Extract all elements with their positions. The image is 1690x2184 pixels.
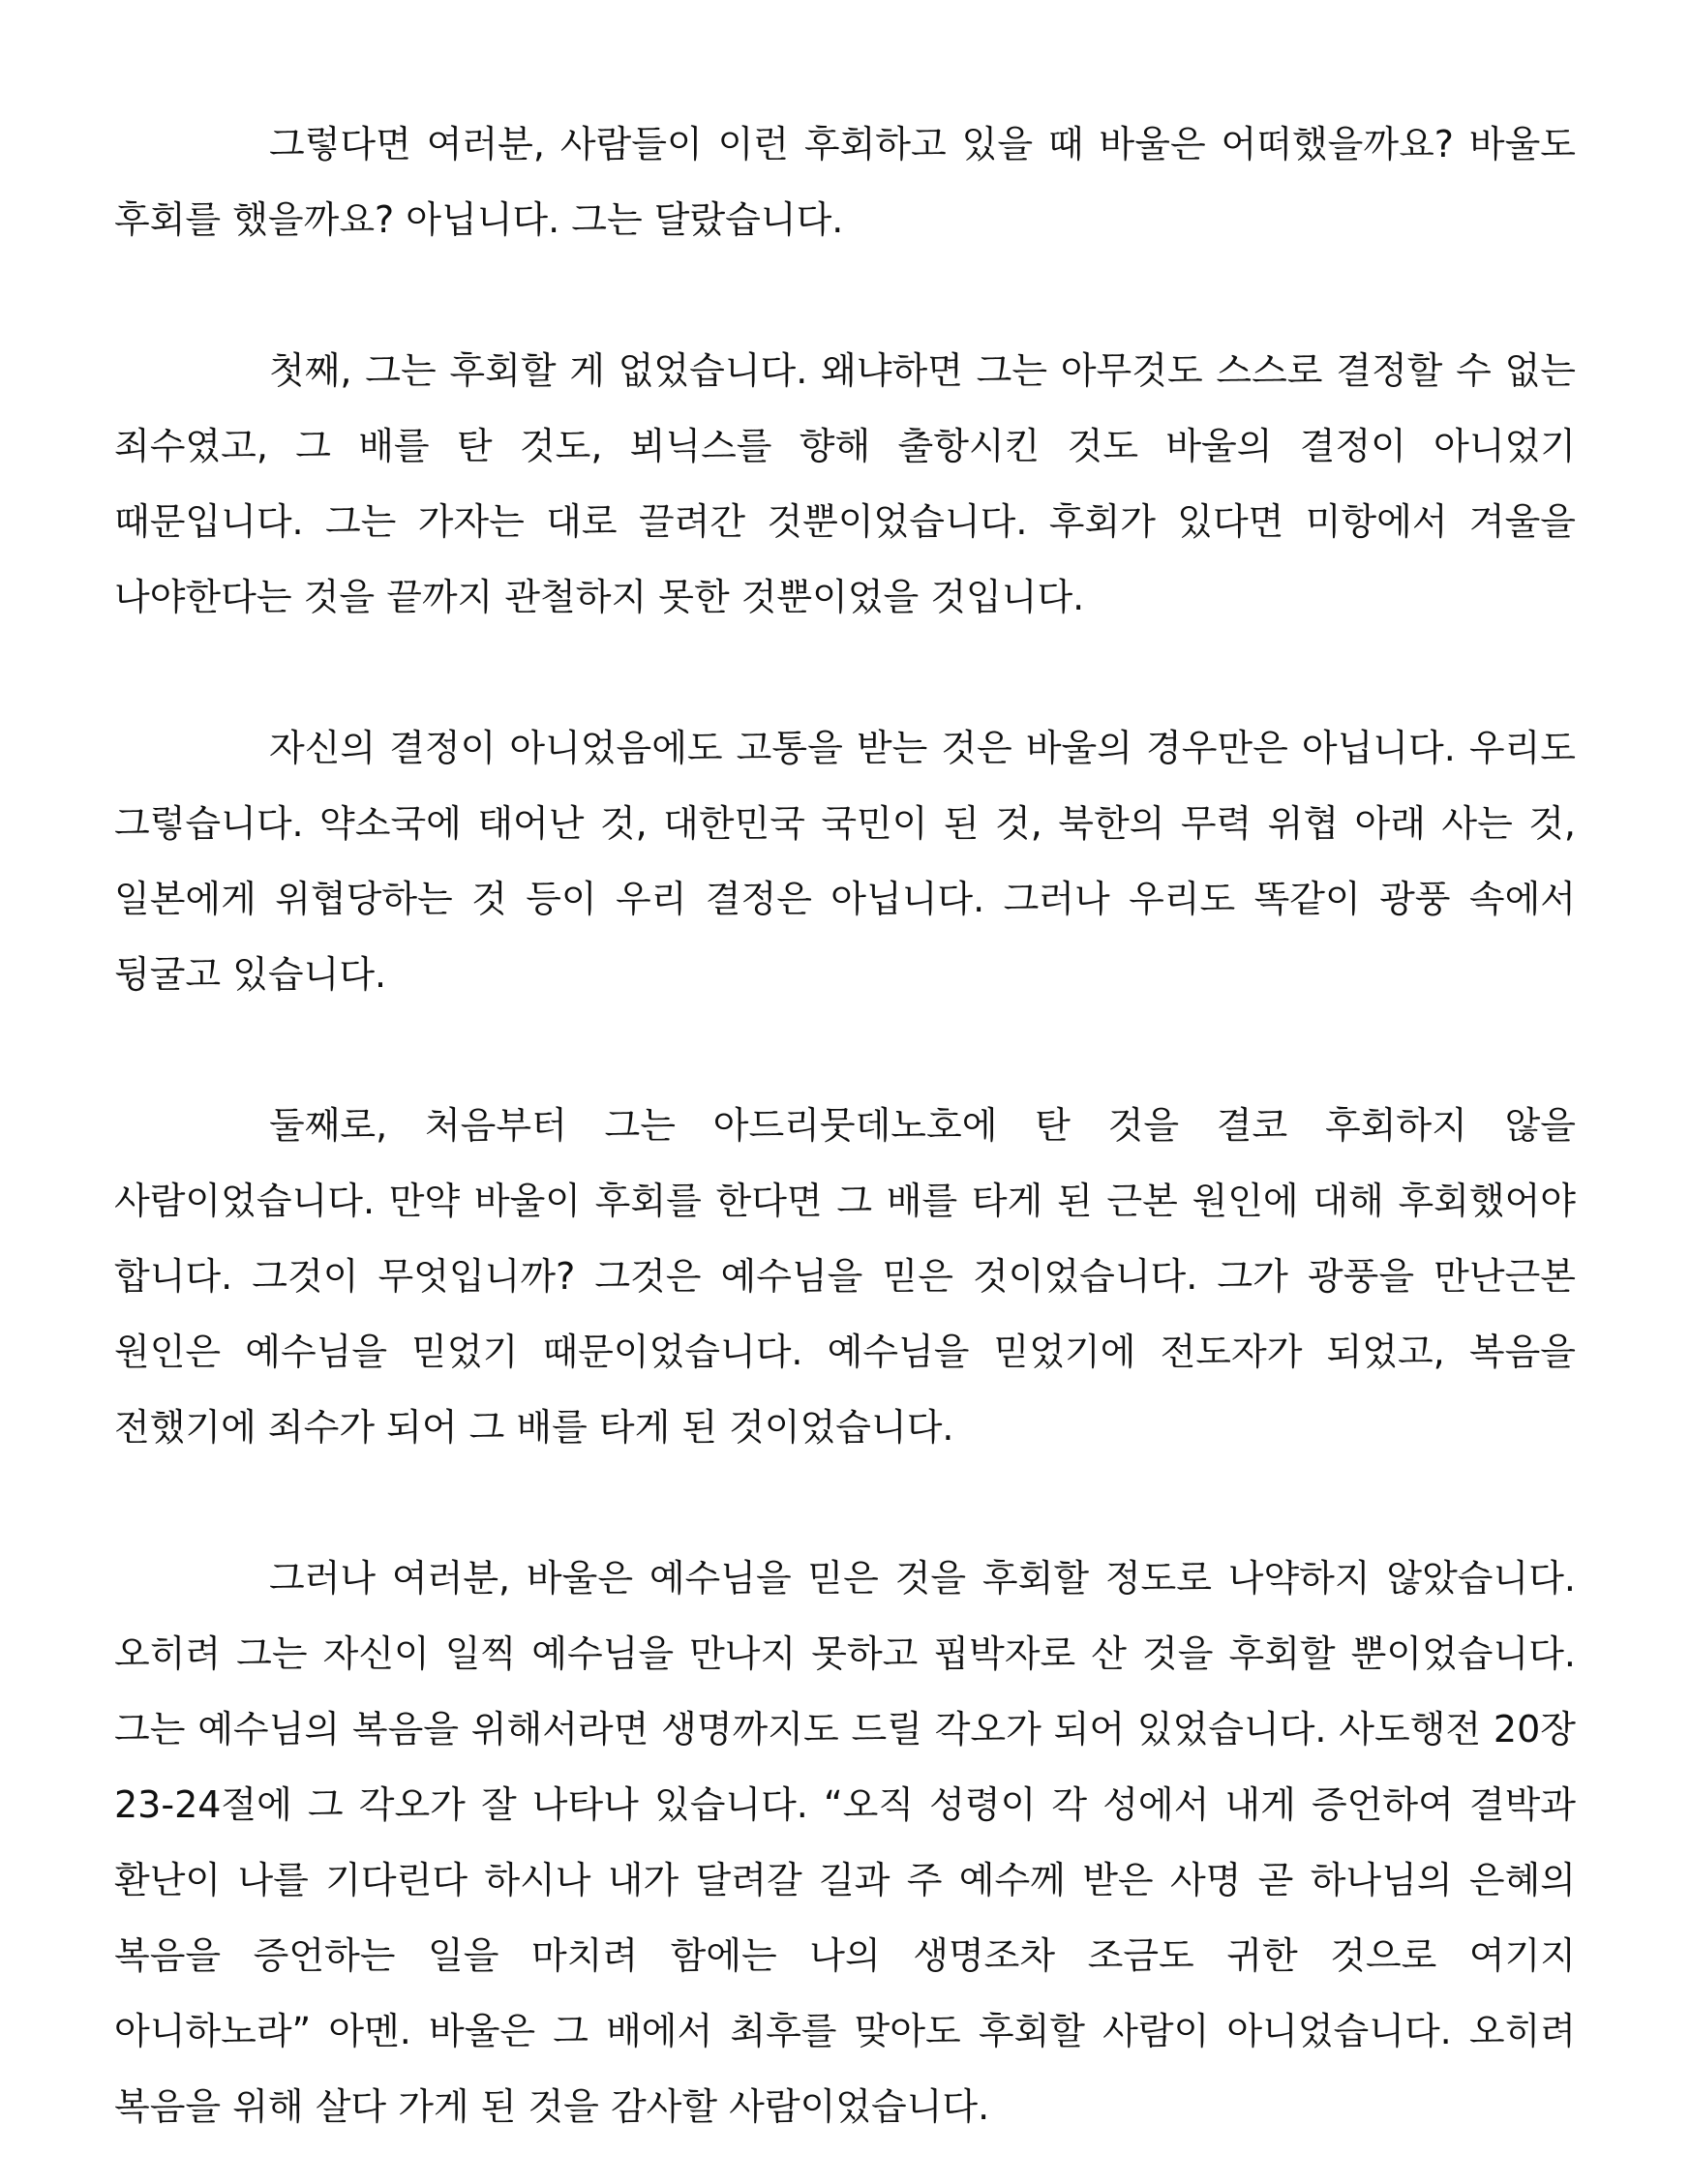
paragraph-5: 그러나 여러분, 바울은 예수님을 믿은 것을 후회할 정도로 나약하지 않았습니다. 오히려 그는 자신이 일찍 예수님을 만나지 못하고 핍박자로 산 것을 후회할 뿐이었습니다. 그는 예수님의 복음을 위해서라면 생명까지도 드릴 각오가 되어 있었습니다. 사도행전 20장 23-24절에 그 각오가 잘 나타나 있습니다. “오직 성령이 각 성에서 내게 증언하여 결박과 환난이 나를 기다린다 하시나 내가 달려갈 길과 주 예수께 받은 사명 곧 하나님의 은혜의 복음을 증언하는 일을 마치려 함에는 나의 생명조차 조금도 귀한 것으로 여기지 아니하노라” 아멘. 바울은 그 배에서 최후를 맞아도 후회할 사람이 아니었습니다. 오히려 복음을 위해 살다 가게 된 것을 감사할 사람이었습니다. — [114, 1557, 1576, 2128]
paragraph-3: 자신의 결정이 아니었음에도 고통을 받는 것은 바울의 경우만은 아닙니다. 우리도 그렇습니다. 약소국에 태어난 것, 대한민국 국민이 된 것, 북한의 무력 위협 아래 사는 것, 일본에게 위협당하는 것 등이 우리 결정은 아닙니다. 그러나 우리도 똑같이 광풍 속에서 뒹굴고 있습니다. — [114, 727, 1576, 996]
paragraph-2: 첫째, 그는 후회할 게 없었습니다. 왜냐하면 그는 아무것도 스스로 결정할 수 없는 죄수였고, 그 배를 탄 것도, 뵈닉스를 향해 출항시킨 것도 바울의 결정이 아니었기 때문입니다. 그는 가자는 대로 끌려간 것뿐이었습니다. 후회가 있다면 미항에서 겨울을 나야한다는 것을 끝까지 관철하지 못한 것뿐이었을 것입니다. — [114, 349, 1577, 618]
paragraph-1: 그렇다면 여러분, 사람들이 이런 후회하고 있을 때 바울은 어떠했을까요? 바울도 후회를 했을까요? 아닙니다. 그는 달랐습니다. — [114, 123, 1576, 241]
paragraph-4: 둘째로, 처음부터 그는 아드리뭇데노호에 탄 것을 결코 후회하지 않을 사람이었습니다. 만약 바울이 후회를 한다면 그 배를 타게 된 근본 원인에 대해 후회했어야 합니다. 그것이 무엇입니까? 그것은 예수님을 믿은 것이었습니다. 그가 광풍을 만난근본 원인은 예수님을 믿었기 때문이었습니다. 예수님을 믿었기에 전도자가 되었고, 복음을 전했기에 죄수가 되어 그 배를 타게 된 것이었습니다. — [114, 1104, 1576, 1449]
document-page — [114, 106, 1576, 2144]
